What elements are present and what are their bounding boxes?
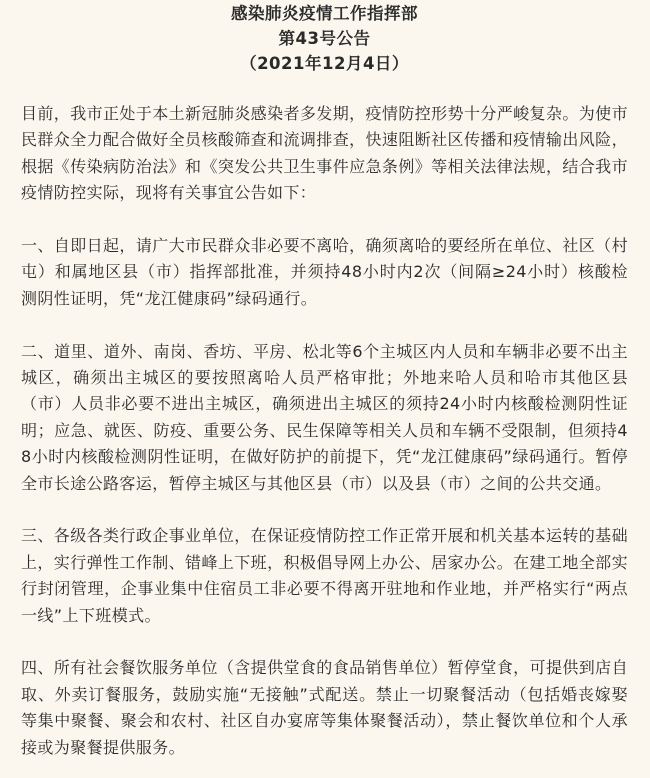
announcement-date: （2021年12月4日） — [240, 54, 409, 73]
announcement-number: 第43号公告 — [278, 29, 371, 48]
paragraph-item-1: 一、自即日起，请广大市民群众非必要不离哈，确须离哈的要经所在单位、社区（村屯）和属地区县（市）指挥部批准，并须持48小时内2次（间隔≥24小时）核酸检测阴性证明，凭“龙江健康码”绿码通行。 — [21, 236, 628, 308]
paragraph-item-2: 二、道里、道外、南岗、香坊、平房、松北等6个主城区内人员和车辆非必要不出主城区，确须出主城区的要按照离哈人员严格审批；外地来哈人员和哈市其他区县（市）人员非必要不进出主城区，确须进出主城区的须持24小时内核酸检测阴性证明；应急、就医、防疫、重要公务、民生保障等相关人员和车辆不受限制，但须持48小时内核酸检测阴性证明，在做好防护的前提下，凭“龙江健康码”绿码通行。暂停全市长途公路客运，暂停主城区与其他区县（市）以及县（市）之间的公共交通。 — [21, 341, 628, 493]
announcement-body — [21, 101, 628, 761]
paragraph-item-3: 三、各级各类行政企事业单位，在保证疫情防控工作正常开展和机关基本运转的基础上，实行弹性工作制、错峰上下班，积极倡导网上办公、居家办公。在建工地全部实行封闭管理，企事业集中住宿员工非必要不得离开驻地和作业地，并严格实行“两点一线”上下班模式。 — [21, 526, 628, 625]
announcement-header — [21, 0, 628, 76]
paragraph-intro: 目前，我市正处于本土新冠肺炎感染者多发期，疫情防控形势十分严峻复杂。为使市民群众全力配合做好全员核酸筛查和流调排查，快速阻断社区传播和疫情输出风险，根据《传染病防治法》和《突发公共卫生事件应急条例》等相关法律法规，结合我市疫情防控实际，现将有关事宜公告如下： — [21, 104, 628, 203]
paragraph-item-4: 四、所有社会餐饮服务单位（含提供堂食的食品销售单位）暂停堂食，可提供到店自取、外卖订餐服务，鼓励实施“无接触”式配送。禁止一切聚餐活动（包括婚丧嫁娶等集中聚餐、聚会和农村、社区自办宴席等集体聚餐活动），禁止餐饮单位和个人承接或为聚餐提供服务。 — [21, 658, 628, 757]
issuing-organization: 感染肺炎疫情工作指挥部 — [231, 4, 418, 23]
